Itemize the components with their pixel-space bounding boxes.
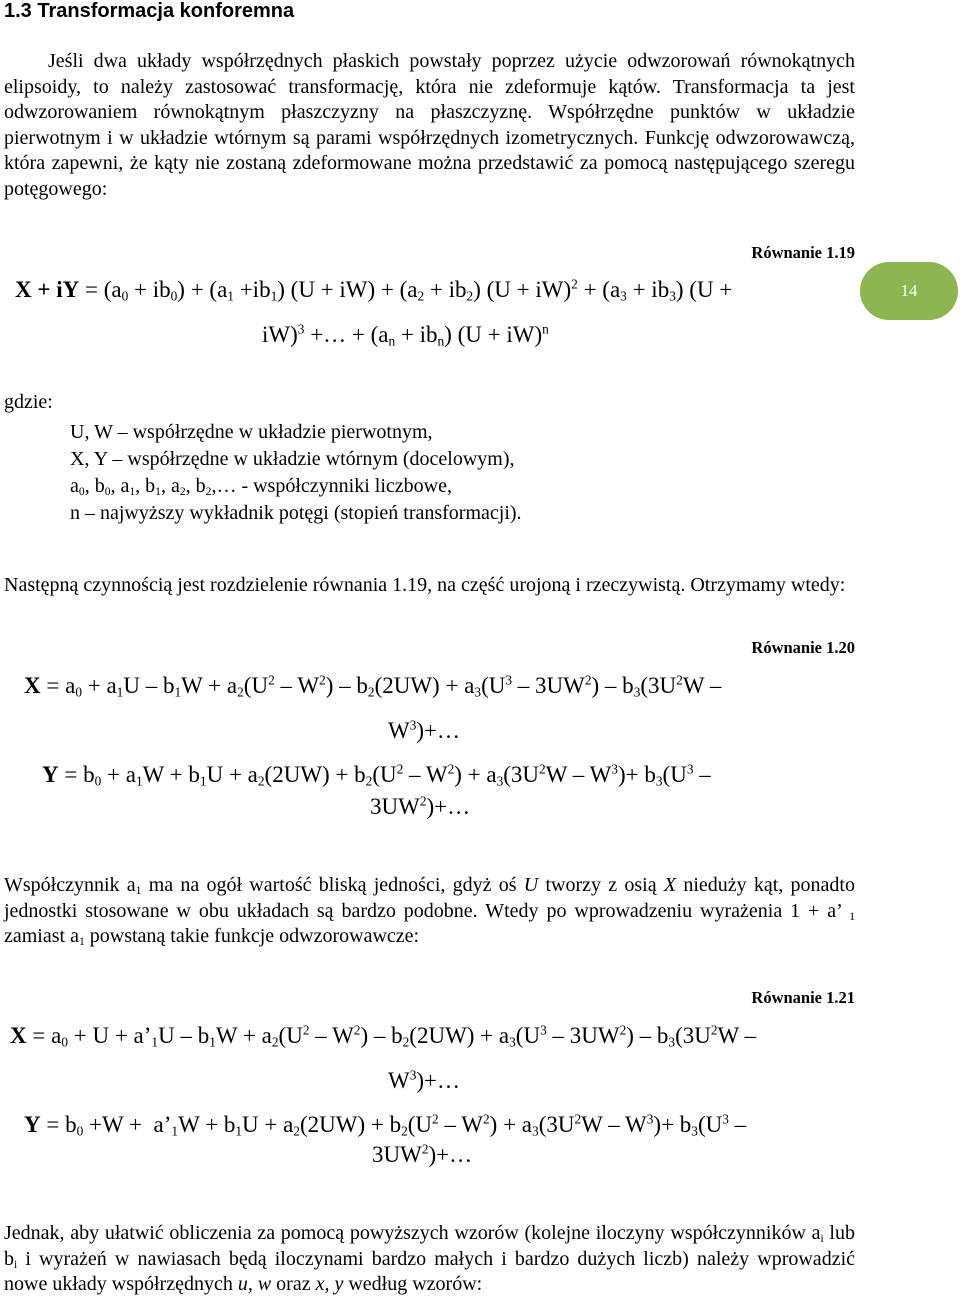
equation-1-19-line-2: iW)$^3$ +… + $(a_n + ib_n) (U + iW)^n$ (262, 321, 549, 349)
section-heading: 1.3 Transformacja konforemna (4, 0, 295, 22)
equation-1-21-x-line-1: $X = a_0 + U$ + $a’_1U - b_1W + a_2(U^2 - W^2) - b_2(2UW) + a_3(U^3 - 3UW^2) - b_3(3U^2W$ – (10, 1022, 757, 1050)
intro-paragraph: Jeśli dwa układy współrzędnych płaskich powstały poprzez użycie odwzorowań równokątnych elipsoidy, to należy zastosować transformację, która nie zdeformuje kątów. Transformacja ta jest odwzorowaniem równokątnym płaszczyzny na płaszczyznę. Współrzędne punktów w układzie pierwotnym i w układzie wtórnym są parami współrzędnych izometrycznych. Funkcję odwzorowawczą, która zapewni, że kąty nie zostaną zdeformowane można przedstawić za pomocą następującego szeregu potęgowego: (4, 50, 855, 200)
equation-1-20-y-line-2: $3UW^2)+\dots$ (370, 793, 471, 819)
equation-label-1-21: Równanie 1.21 (751, 988, 855, 1007)
paragraph-new-coordinates: Jednak, aby ułatwić obliczenia za pomocą powyższych wzorów (kolejne iloczyny współczynników $a_i$ lub $b_i$ i wyrażeń w nawiasach będą iloczynami bardzo małych i bardzo dużych liczb) należy wprowadzić nowe układy współrzędnych u, w oraz x, y według wzorów: (4, 1222, 855, 1295)
page-number-badge: 14 (860, 262, 958, 320)
equation-1-21-y-line-2: $3UW^2)+\dots$ (372, 1141, 473, 1167)
definitions-list (70, 419, 522, 527)
definition-xy: X, Y – współrzędne w układzie wtórnym (docelowym), (70, 448, 515, 470)
equation-label-1-20: Równanie 1.20 (751, 638, 855, 657)
where-label: gdzie: (4, 391, 53, 413)
definition-coefficients: $a_0$, $b_0$, $a_1$, $b_1$, $a_2$, $b_2,\dots$ - współczynniki liczbowe, (70, 475, 452, 499)
equation-1-21-y-line-1: $Y = b_0 +W$ + $a’_1W + b_1U + a_2(2UW) + b_2(U^2 - W^2) + a_3(3U^2W - W^3)+ b_3(U^3$ – (24, 1111, 747, 1139)
equation-1-19-line-1: X + iY = $(a_0 + ib_0) + (a_1 +ib_1) (U + iW) + (a_2 + ib_2) (U + iW)^2 + (a_3 + ib_3) (U$ + (15, 276, 733, 304)
definition-uw: U, W – współrzędne w układzie pierwotnym, (70, 421, 433, 443)
equation-1-20-y-line-1: $Y = b_0 + a_1W + b_1U + a_2(2UW) + b_2(U^2 - W^2) + a_3(3U^2W - W^3)+ b_3(U^3$ – (42, 761, 711, 789)
paragraph-split-equation: Następną czynnością jest rozdzielenie równania 1.19, na część urojoną i rzeczywistą. Otrzymamy wtedy: (4, 574, 846, 596)
equation-1-20-x-line-1: $X = a_0 + a_1U - b_1W + a_2(U^2 - W^2) - b_2(2UW) + a_3(U^3 - 3UW^2) - b_3(3U^2W$ – (24, 672, 722, 700)
equation-1-20-x-line-2: $W^3)+\dots$ (388, 717, 461, 743)
definition-n: n – najwyższy wykładnik potęgi (stopień transformacji). (70, 502, 522, 524)
equation-label-1-19: Równanie 1.19 (751, 243, 855, 262)
paragraph-coefficient-a1: Współczynnik $a_1$ ma na ogół wartość bliską jedności, gdyż oś U tworzy z osią X nieduży kąt, ponadto jednostki stosowane w obu układach są bardzo podobne. Wtedy po wprowadzeniu wyrażenia 1 + a’ $_1$ zamiast $a_1$ powstaną takie funkcje odwzorowawcze: (4, 874, 855, 949)
equation-1-21-x-line-2: $W^3)+\dots$ (388, 1067, 461, 1093)
